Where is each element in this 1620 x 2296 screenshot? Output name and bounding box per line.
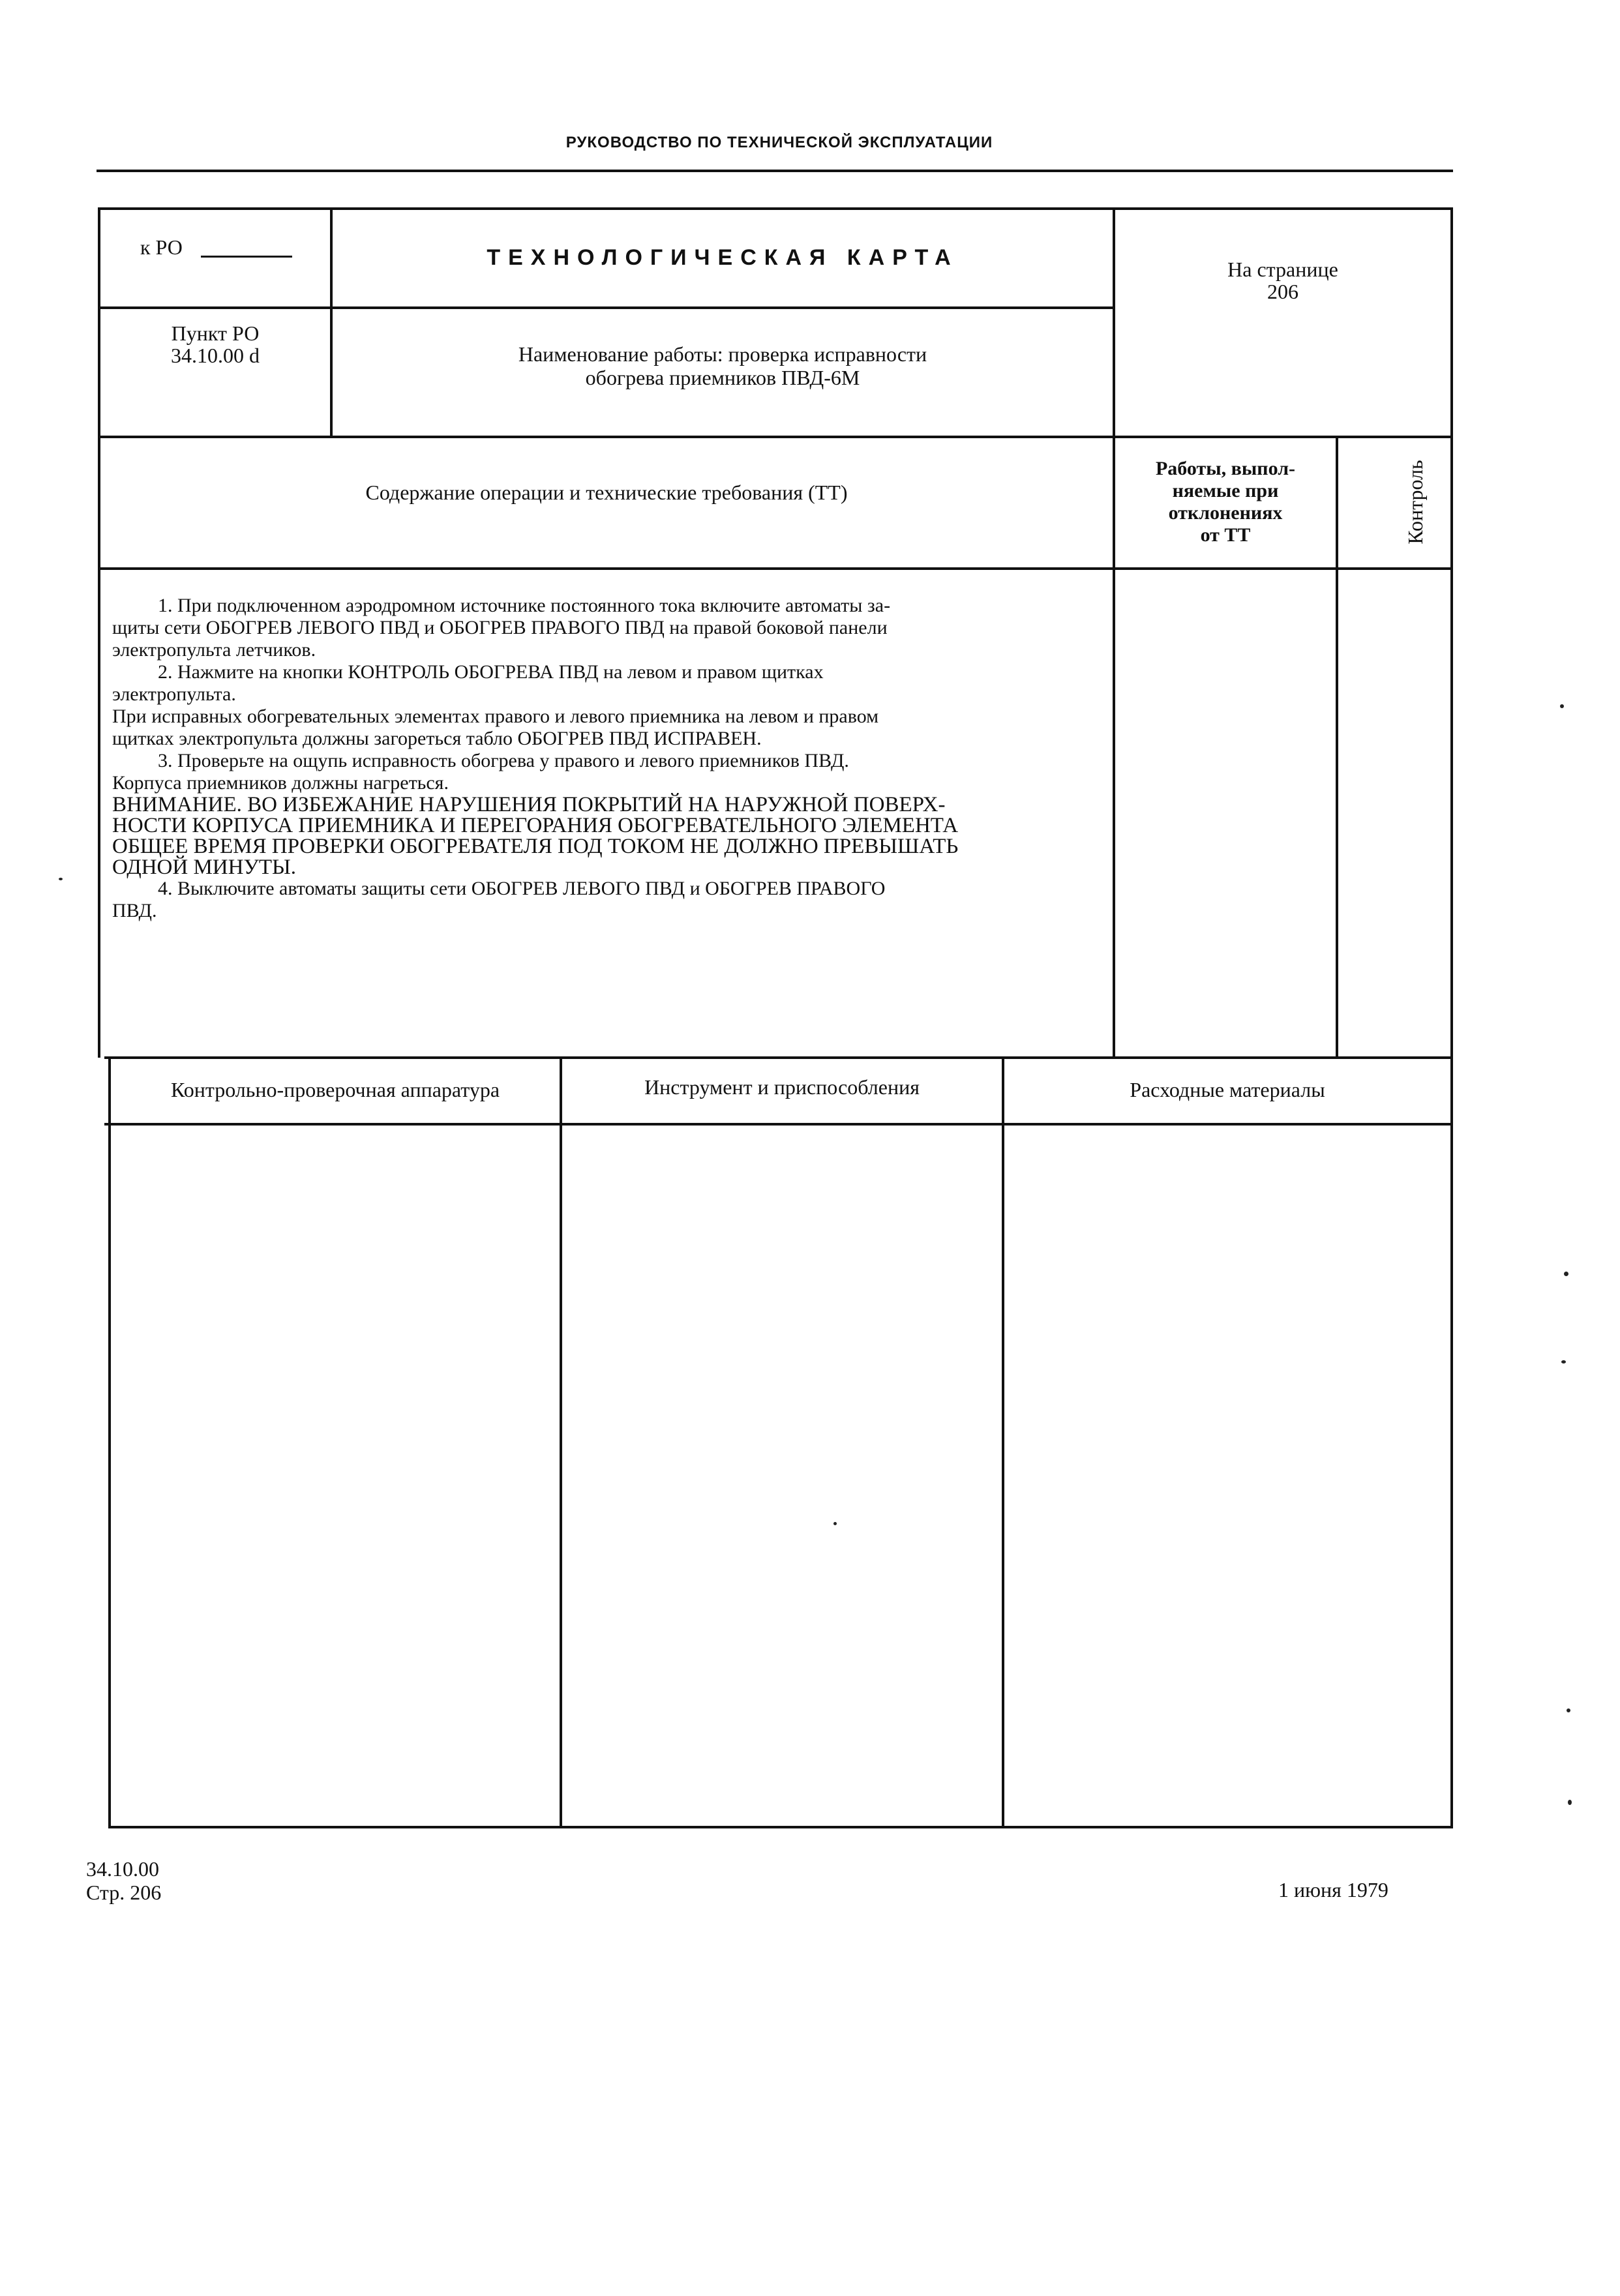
operation-line: щиты сети ОБОГРЕВ ЛЕВОГО ПВД и ОБОГРЕВ ПРАВОГО ПВД на правой боковой панели (112, 617, 888, 638)
scan-speck (59, 878, 63, 880)
warning-line: ОДНОЙ МИНУТЫ. (112, 856, 296, 879)
operation-line: ПВД. (112, 900, 157, 921)
table-divider-resources (104, 1056, 1453, 1059)
table-border-top (98, 207, 1453, 210)
table-border-left-lower (108, 1056, 111, 1828)
warning-line: ОБЩЕЕ ВРЕМЯ ПРОВЕРКИ ОБОГРЕВАТЕЛЯ ПОД ТОКОМ НЕ ДОЛЖНО ПРЕВЫШАТЬ (112, 835, 959, 858)
scan-speck (1568, 1800, 1572, 1805)
operation-line: 2. Нажмите на кнопки КОНТРОЛЬ ОБОГРЕВА ПВД на левом и правом щитках (158, 661, 824, 683)
table-divider-tools (560, 1056, 562, 1828)
scan-speck (1567, 1708, 1570, 1712)
table-divider-ref (330, 207, 333, 437)
work-name-line1: Наименование работы: проверка исправности (518, 342, 927, 366)
table-divider-deviation (1113, 207, 1115, 1059)
operation-line: 1. При подключенном аэродромном источнике постоянного тока включите автоматы за- (158, 595, 891, 616)
ref-to-po-blank-line (201, 256, 292, 258)
equipment-header: Контрольно-проверочная аппаратура (170, 1078, 500, 1101)
header-rule (97, 170, 1453, 172)
deviation-column-header: Работы, выпол- няемые при отклонениях от ТТ (1155, 458, 1296, 546)
ref-to-po-label: к РО (140, 235, 183, 259)
table-divider-resource-headers (104, 1123, 1453, 1126)
footer-date: 1 июня 1979 (1278, 1878, 1388, 1901)
item-label: Пункт РО (171, 321, 260, 345)
warning-line: ВНИМАНИЕ. ВО ИЗБЕЖАНИЕ НАРУШЕНИЯ ПОКРЫТИЙ НА НАРУЖНОЙ ПОВЕРХ- (112, 793, 946, 816)
footer-page: Стр. 206 (86, 1881, 162, 1904)
operation-line: электропульта летчиков. (112, 639, 316, 661)
materials-header: Расходные материалы (1130, 1078, 1325, 1101)
manual-title: РУКОВОДСТВО ПО ТЕХНИЧЕСКОЙ ЭКСПЛУАТАЦИИ (565, 134, 993, 151)
operation-line: Корпуса приемников должны нагреться. (112, 772, 449, 794)
work-name-line2: обогрева приемников ПВД-6М (585, 366, 860, 389)
table-divider-control (1336, 436, 1338, 1059)
operation-line: щитках электропульта должны загореться табло ОБОГРЕВ ПВД ИСПРАВЕН. (112, 728, 762, 749)
table-divider-header (98, 436, 1453, 438)
operation-line: При исправных обогревательных элементах правого и левого приемника на левом и правом (112, 706, 879, 727)
on-page-number: 206 (1267, 280, 1298, 303)
tools-header: Инструмент и приспособления (644, 1075, 920, 1099)
operation-line: 3. Проверьте на ощупь исправность обогрева у правого и левого приемников ПВД. (158, 750, 849, 771)
scan-speck (1560, 704, 1564, 708)
card-title: ТЕХНОЛОГИЧЕСКАЯ КАРТА (487, 245, 959, 270)
table-divider-materials (1002, 1056, 1004, 1828)
table-border-bottom (110, 1826, 1453, 1828)
table-divider-columns (98, 567, 1453, 570)
table-divider-title (98, 306, 1115, 309)
footer-section-number: 34.10.00 (86, 1857, 159, 1881)
scan-speck (1561, 1360, 1566, 1364)
operations-text (112, 595, 1103, 922)
scan-speck (833, 1522, 837, 1525)
scan-speck (1564, 1272, 1568, 1276)
content-column-header: Содержание операции и технические требования (ТТ) (365, 481, 848, 504)
warning-line: НОСТИ КОРПУСА ПРИЕМНИКА И ПЕРЕГОРАНИЯ ОБОГРЕВАТЕЛЬНОГО ЭЛЕМЕНТА (112, 814, 959, 837)
control-column-header: Контроль (1403, 460, 1427, 544)
on-page-label: На странице (1227, 258, 1338, 281)
operation-line: 4. Выключите автоматы защиты сети ОБОГРЕВ ЛЕВОГО ПВД и ОБОГРЕВ ПРАВОГО (158, 878, 886, 899)
operation-line: электропульта. (112, 683, 236, 705)
item-number: 34.10.00 d (171, 344, 260, 367)
